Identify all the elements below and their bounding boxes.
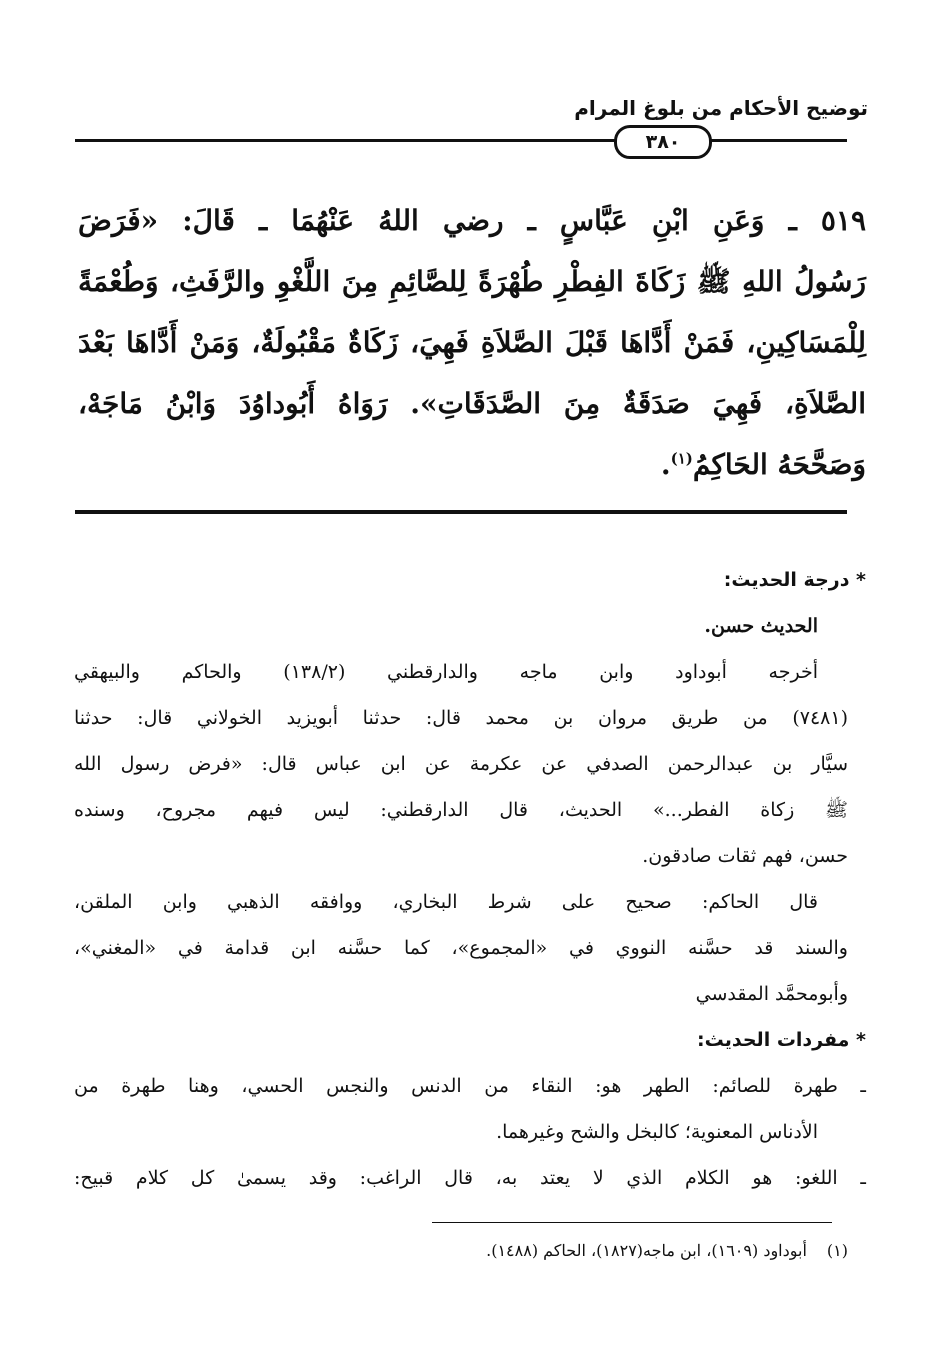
hadith-verdict: الحديث حسن. [704, 615, 818, 637]
hadith-line [78, 434, 866, 495]
hadith-line-text: وَعَنِ ابْنِ عَبَّاسٍ ـ رضي اللهُ عَنْهُمَا ـ قَالَ: «فَرَضَ [78, 204, 765, 237]
header-rule [75, 139, 847, 142]
running-head: توضيح الأحكام من بلوغ المرام [574, 96, 868, 120]
grade-line: أخرجه أبوداود وابن ماجه والدارقطني (١٣٨/٢) والحاكم والبيهقي [74, 661, 818, 683]
commentary [74, 557, 866, 1201]
hadith-line-text: وَصَحَّحَهُ الحَاكِمُ [692, 448, 866, 481]
vocab-line: ـ اللغو: هو الكلام الذي لا يعتد به، قال الراغب: وقد يسمىٰ كل كلام قبيح: [74, 1167, 866, 1189]
hakim-line: وأبومحمَّد المقدسي [695, 983, 848, 1005]
vocab-heading: * مفردات الحديث: [697, 1029, 866, 1051]
footnote-mark: (١) [826, 1241, 848, 1260]
section-divider [75, 510, 847, 514]
footnote-rule [432, 1222, 832, 1223]
footnote-text: أبوداود (١٦٠٩)، ابن ماجه(١٨٢٧)، الحاكم (١٤٨٨). [486, 1241, 807, 1260]
hadith-line: الصَّلاَةِ، فَهِيَ صَدَقَةٌ مِنَ الصَّدَقَاتِ». رَوَاهُ أَبُوداوُدَ وَابْنُ مَاجَهْ، [78, 387, 866, 420]
hadith-text [78, 190, 866, 495]
footnote [486, 1236, 848, 1266]
hadith-end: . [660, 448, 671, 481]
vocab-line: الأدناس المعنوية؛ كالبخل والشح وغيرهما. [496, 1121, 818, 1143]
grade-line: (٧٤٨١) من طريق مروان بن محمد قال: حدثنا أبويزيد الخولاني قال: حدثنا [74, 707, 848, 729]
grade-heading: * درجة الحديث: [723, 569, 866, 591]
grade-line: ﷺ زكاة الفطر...» الحديث، قال الدارقطني: ليس فيهم مجروح، وسنده [74, 799, 848, 821]
footnote-reference: (١) [670, 449, 693, 468]
hakim-line: قال الحاكم: صحيح على شرط البخاري، ووافقه الذهبي وابن الملقن، [74, 891, 818, 913]
hadith-line [78, 190, 866, 251]
hadith-number: ٥١٩ ـ [788, 204, 866, 237]
hadith-line: لِلْمَسَاكِينِ، فَمَنْ أَدَّاهَا قَبْلَ الصَّلاَةِ فَهِيَ، زَكَاةٌ مَقْبُولَةٌ، وَمَنْ أَدَّاهَا بَعْدَ [78, 326, 866, 359]
hadith-line: رَسُولُ اللهِ ﷺ زَكَاةَ الفِطْرِ طُهْرَةً لِلصَّائِمِ مِنَ اللَّغْوِ والرَّفَثِ، وَطُعْمَةً [78, 265, 866, 298]
page-number: ٣٨٠ [614, 125, 712, 159]
vocab-line: ـ طهرة للصائم: الطهر هو: النقاء من الدنس والنجس الحسي، وهنا طهرة من [74, 1075, 866, 1097]
grade-line: حسن، فهم ثقات صادقون. [642, 845, 848, 867]
hakim-line: والسند قد حسَّنه النووي في «المجموع»، كما حسَّنه ابن قدامة في «المغني»، [74, 937, 848, 959]
grade-line: سيَّار بن عبدالرحمن الصدفي عن عكرمة عن ابن عباس قال: «فرض رسول الله [74, 753, 848, 775]
